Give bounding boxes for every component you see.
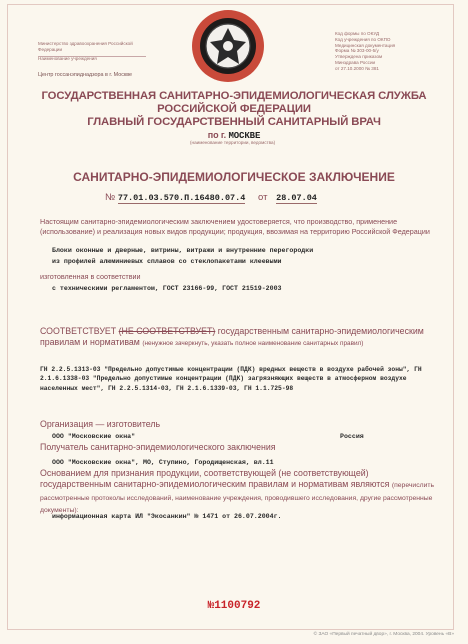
- header-line-2: РОССИЙСКОЙ ФЕДЕРАЦИИ: [157, 103, 311, 115]
- manufacturer-label: Организация — изготовитель: [40, 419, 161, 429]
- basis-note: (перечислить рассмотренные протоколы исследований, наименование учреждения, проводившего исследования, другие рассмотренные документы):: [40, 481, 435, 515]
- form-code-line: Код формы по ОКУД: [335, 31, 380, 36]
- form-code-line: Утверждена приказом: [335, 54, 383, 60]
- ministry-text: Министерство здравоохранения Российской Федерации: [38, 41, 133, 52]
- basis-value: информационная карта ИЛ "Экосанкин" № 1471 от 26.07.2004г.: [52, 513, 282, 520]
- form-code-line: Форма № 303-00-5/у: [335, 48, 379, 54]
- basis-text: Основанием для признания продукции, соответствующей (не соответствующей) государственным санитарно-эпидемиологическим правилам и нормативам являются: [40, 468, 390, 489]
- product-line-1: Блоки оконные и дверные, витрины, витражи и внутренние перегородки: [52, 247, 314, 254]
- form-code-line: Медицинская документация: [335, 42, 396, 48]
- form-code-block: [335, 31, 447, 72]
- sanitary-rules-text: ГН 2.2.5.1313-03 "Предельно допустимые концентрации (ПДК) вредных веществ в воздухе рабочей зоны", ГН 2.1.6.1338-03 "Предельно допустимые концентрации (ПДК) загрязняющих веществ в атмосферном воздухе населенных мест", ГН 2.2.5.1314-03, ГН 2.1.6.1339-03, ГН 1.1.725-98: [40, 366, 422, 392]
- product-line-2: из профилей алюминиевых сплавов со стеклопакетами клеевыми: [52, 258, 282, 265]
- service-emblem-icon: [190, 8, 266, 84]
- document-title: САНИТАРНО-ЭПИДЕМИОЛОГИЧЕСКОЕ ЗАКЛЮЧЕНИЕ: [73, 170, 395, 184]
- form-code-line: от 27.10.2000 № 381: [335, 65, 379, 71]
- recipient-label: Получатель санитарно-эпидемиологического заключения: [40, 442, 276, 452]
- not-complies-struck: (НЕ СООТВЕТСТВУЕТ): [118, 326, 216, 336]
- ministry-block: [38, 41, 148, 62]
- certificate-number-line: [105, 192, 317, 203]
- printer-footer: © ЗАО «Первый печатный двор», г. Москва, 2004. Уровень «В»: [313, 632, 454, 637]
- center-name: Центр госсанэпиднадзора в г. Москве: [38, 72, 133, 78]
- complies-note: (ненужное зачеркнуть, указать полное наименование санитарных правил): [142, 339, 364, 347]
- org-name-label: Наименование учреждения: [38, 56, 97, 62]
- number-prefix: №: [105, 192, 116, 203]
- header-line-1: ГОСУДАРСТВЕННАЯ САНИТАРНО-ЭПИДЕМИОЛОГИЧЕСКАЯ СЛУЖБА: [41, 90, 427, 102]
- manufacturer-country: Россия: [340, 433, 364, 440]
- form-code-line: Код учреждения по ОКПО: [335, 36, 391, 42]
- certificate-number: 77.01.03.570.П.16480.07.4: [117, 193, 246, 203]
- serial-number: №1100792: [207, 600, 261, 612]
- manufacturer-name: ООО "Московские окна": [52, 433, 136, 440]
- intro-text: Настоящим санитарно-эпидемиологическим заключением удостоверяется, что производство, применение (использование) и реализация новых видов продукции; продукция, ввозимая на территорию Российской Федерации: [40, 217, 430, 236]
- complies-block: [40, 326, 442, 350]
- header-line-3: ГЛАВНЫЙ ГОСУДАРСТВЕННЫЙ САНИТАРНЫЙ ВРАЧ: [87, 116, 381, 128]
- made-per-label: изготовленная в соответствии: [40, 272, 141, 281]
- certificate-date: 28.07.04: [276, 193, 317, 203]
- form-code-line: Минздрава России: [335, 59, 376, 65]
- recipient-value: ООО "Московские окна", МО, Ступино, Городищенская, вл.11: [52, 459, 274, 466]
- city-prefix: по г.: [207, 130, 227, 140]
- city-name: МОСКВЕ: [228, 131, 261, 141]
- complies-word: СООТВЕТСТВУЕТ: [40, 326, 117, 336]
- territory-note: (наименование территории, ведомства): [190, 140, 276, 145]
- complies-rest: государственным санитарно-эпидемиологическим правилам и нормативам: [40, 326, 424, 347]
- date-prefix: от: [258, 192, 268, 203]
- made-per-value: с техническими регламентом, ГОСТ 23166-99, ГОСТ 21519-2003: [52, 285, 282, 292]
- basis-block: [40, 468, 442, 517]
